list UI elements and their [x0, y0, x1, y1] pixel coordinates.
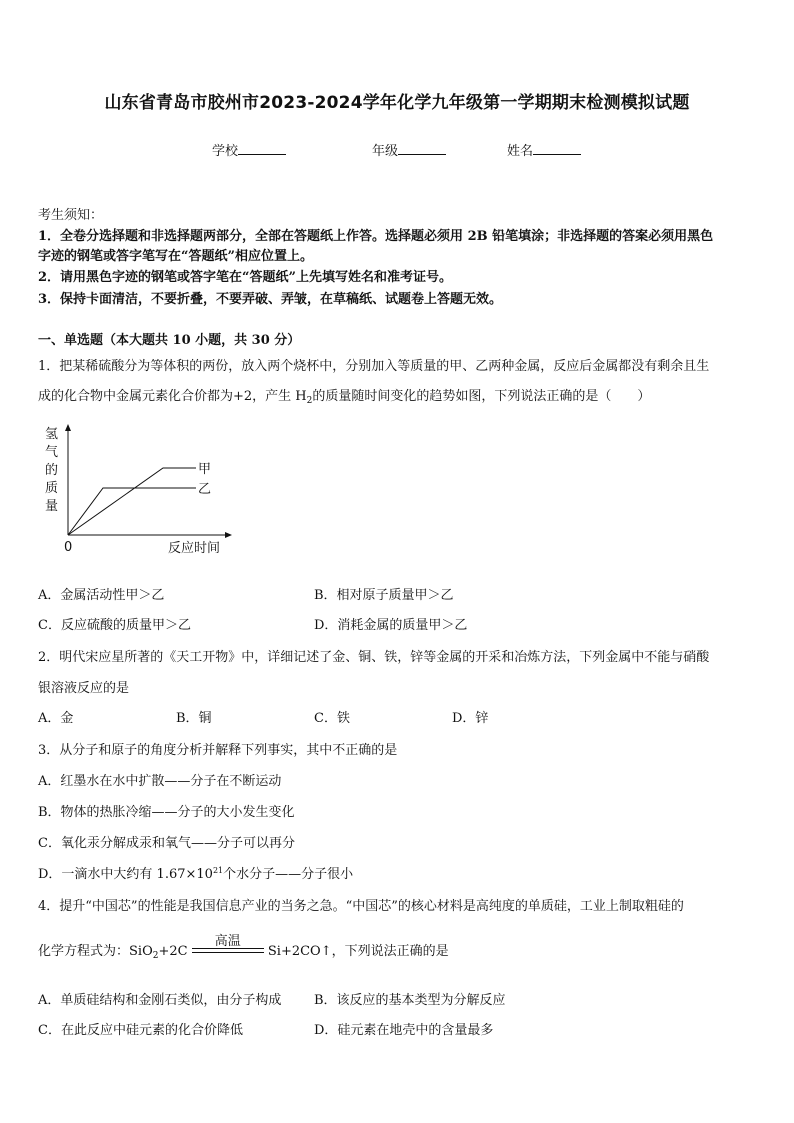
grade-label: 年级 [372, 144, 399, 159]
q3-option-d-text-a: D．一滴水中大约有 1.67×10 [38, 867, 213, 882]
equals-line-bottom [192, 952, 264, 953]
q2-stem-line2: 银溶液反应的是 [38, 681, 130, 696]
q1-option-d[interactable]: D．消耗金属的质量甲＞乙 [314, 618, 468, 633]
q1-option-a[interactable]: A．金属活动性甲＞乙 [38, 588, 165, 603]
q1-option-c[interactable]: C．反应硫酸的质量甲＞乙 [38, 618, 191, 633]
origin-label: 0 [64, 540, 73, 555]
y-label-char: 气 [45, 445, 59, 460]
y-label-char: 氢 [45, 427, 59, 442]
q4-eq-subscript: 2 [152, 951, 159, 961]
q1-option-b[interactable]: B．相对原子质量甲＞乙 [314, 588, 454, 603]
q1-stem-line1: 1．把某稀硫酸分为等体积的两份，放入两个烧杯中，分别加入等质量的甲、乙两种金属，反应后金属都没有剩余且生 [38, 359, 710, 374]
y-label-char: 量 [45, 499, 59, 514]
notice-item: 2．请用黑色字迹的钢笔或答字笔在“答题纸”上先填写姓名和准考证号。 [38, 270, 453, 285]
q4-option-c[interactable]: C．在此反应中硅元素的化合价降低 [38, 1023, 243, 1038]
q1-stem-text-b: 的质量随时间变化的趋势如图，下列说法正确的是（ ） [312, 389, 651, 404]
name-field [507, 140, 581, 159]
q2-stem-line1: 2．明代宋应星所著的《天工开物》中，详细记述了金、铜、铁，锌等金属的开采和冶炼方法，下列金属中不能与硝酸 [38, 650, 710, 665]
series-yi-label: 乙 [198, 482, 212, 497]
q3-option-a[interactable]: A．红墨水在水中扩散——分子在不断运动 [38, 774, 282, 789]
q3-option-c[interactable]: C．氧化汞分解成汞和氧气——分子可以再分 [38, 836, 295, 851]
page-title: 山东省青岛市胶州市2023-2024学年化学九年级第一学期期末检测模拟试题 [104, 93, 690, 113]
q4-option-b[interactable]: B．该反应的基本类型为分解反应 [314, 993, 506, 1008]
q3-stem: 3．从分子和原子的角度分析并解释下列事实，其中不正确的是 [38, 743, 398, 758]
q3-option-d-text-b: 个水分子——分子很小 [223, 867, 354, 882]
notice-item: 3．保持卡面清洁，不要折叠，不要弄破、弄皱，在草稿纸、试题卷上答题无效。 [38, 292, 503, 307]
q4-eq-prefix: 化学方程式为：SiO [38, 944, 153, 959]
reaction-condition: 高温 [214, 933, 241, 949]
q1-graph [38, 420, 238, 560]
q2-option-c[interactable]: C．铁 [314, 711, 350, 726]
series-jia-line [68, 468, 196, 535]
x-axis-label: 反应时间 [168, 541, 221, 556]
series-yi-line [68, 488, 196, 535]
q4-option-a[interactable]: A．单质硅结构和金刚石类似，由分子构成 [38, 993, 282, 1008]
q4-option-d[interactable]: D．硅元素在地壳中的含量最多 [314, 1023, 494, 1038]
school-label: 学校 [212, 144, 239, 159]
q3-superscript: 21 [212, 866, 224, 875]
name-blank [533, 142, 581, 155]
q4-eq-mid: +2C [158, 944, 188, 959]
q1-stem-text-a: 成的化合物中金属元素化合价都为+2，产生 H [38, 389, 307, 404]
q4-stem-line1: 4．提升“中国芯”的性能是我国信息产业的当务之急。“中国芯”的核心材料是高纯度的单质硅，工业上制取粗硅的 [38, 899, 684, 914]
q3-option-d[interactable] [38, 863, 353, 882]
q3-option-b[interactable]: B．物体的热胀冷缩——分子的大小发生变化 [38, 805, 295, 820]
series-jia-label: 甲 [198, 462, 212, 477]
q4-equation-line [38, 933, 449, 961]
school-blank [238, 142, 286, 155]
y-label-char: 的 [45, 463, 59, 478]
equals-line-top [192, 948, 264, 949]
y-label-char: 质 [45, 481, 59, 496]
notice-heading: 考生须知： [38, 208, 104, 223]
q2-option-b[interactable]: B．铜 [176, 711, 212, 726]
reaction-arrow [192, 933, 264, 959]
section-heading: 一、单选题（本大题共 10 小题，共 30 分） [38, 333, 301, 348]
name-label: 姓名 [507, 144, 534, 159]
school-field [212, 140, 286, 159]
notice-item: 字迹的钢笔或答字笔写在“答题纸”相应位置上。 [38, 249, 313, 264]
y-axis-arrow [65, 424, 71, 431]
grade-blank [398, 142, 446, 155]
x-axis-arrow [225, 532, 232, 538]
q1-subscript: 2 [306, 396, 313, 406]
q4-eq-suffix: Si+2CO↑，下列说法正确的是 [267, 944, 449, 959]
q2-option-d[interactable]: D．锌 [452, 711, 489, 726]
q2-option-a[interactable]: A．金 [38, 711, 74, 726]
notice-item: 1．全卷分选择题和非选择题两部分，全部在答题纸上作答。选择题必须用 2B 铅笔填涂；非选择题的答案必须用黑色 [38, 229, 714, 244]
q1-stem-line2 [38, 385, 650, 406]
grade-field [372, 140, 446, 159]
